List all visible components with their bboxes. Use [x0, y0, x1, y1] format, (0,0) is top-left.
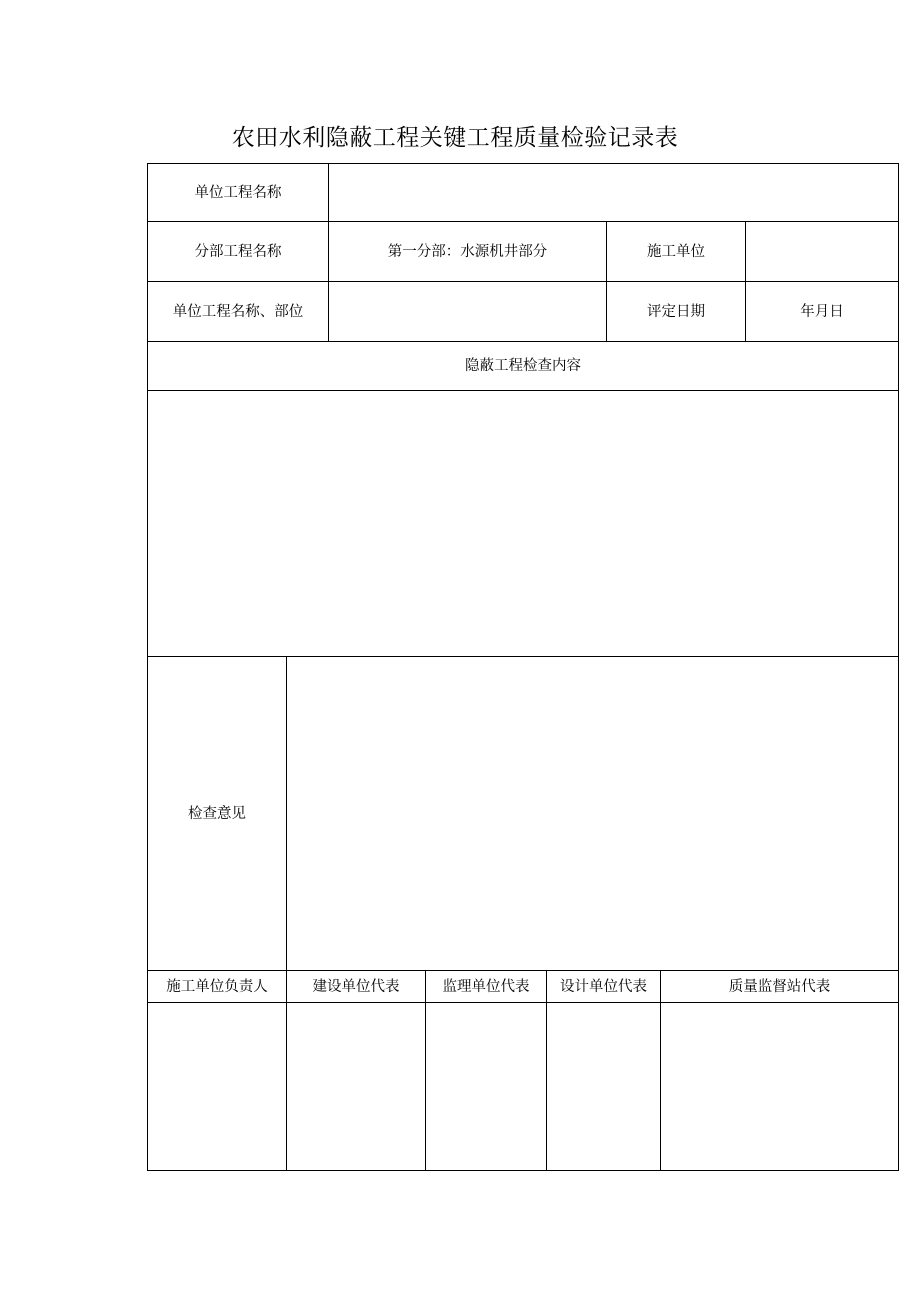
signature-cell-supervisor — [426, 1003, 547, 1171]
signature-cell-design — [547, 1003, 661, 1171]
construction-unit-label: 施工单位 — [607, 222, 746, 282]
signature-header-design: 设计单位代表 — [547, 971, 661, 1003]
unit-project-part-value — [329, 282, 607, 342]
unit-project-name-row — [148, 164, 899, 222]
inspection-record-table — [147, 163, 899, 1171]
evaluation-date-value: 年月日 — [746, 282, 899, 342]
signature-cell-owner — [287, 1003, 426, 1171]
signature-header-supervisor: 监理单位代表 — [426, 971, 547, 1003]
evaluation-date-label: 评定日期 — [607, 282, 746, 342]
signature-body-row — [148, 1003, 899, 1171]
sub-project-row — [148, 222, 899, 282]
page-title: 农田水利隐蔽工程关键工程质量检验记录表 — [231, 125, 679, 151]
sub-project-name-label: 分部工程名称 — [148, 222, 329, 282]
unit-project-part-label: 单位工程名称、部位 — [148, 282, 329, 342]
inspection-opinion-body — [287, 657, 899, 971]
hidden-content-header: 隐蔽工程检查内容 — [148, 342, 899, 391]
hidden-content-header-row — [148, 342, 899, 391]
signature-header-quality-station: 质量监督站代表 — [661, 971, 899, 1003]
signature-cell-quality-station — [661, 1003, 899, 1171]
unit-project-name-value — [329, 164, 899, 222]
signature-header-construction: 施工单位负责人 — [148, 971, 287, 1003]
signature-header-row — [148, 971, 899, 1003]
hidden-content-body-row — [148, 391, 899, 657]
unit-project-name-label: 单位工程名称 — [148, 164, 329, 222]
hidden-content-body — [148, 391, 899, 657]
sub-project-name-value: 第一分部：水源机井部分 — [329, 222, 607, 282]
inspection-opinion-row — [148, 657, 899, 971]
inspection-opinion-label: 检查意见 — [148, 657, 287, 971]
unit-project-part-row — [148, 282, 899, 342]
signature-header-owner: 建设单位代表 — [287, 971, 426, 1003]
construction-unit-value — [746, 222, 899, 282]
signature-cell-construction — [148, 1003, 287, 1171]
